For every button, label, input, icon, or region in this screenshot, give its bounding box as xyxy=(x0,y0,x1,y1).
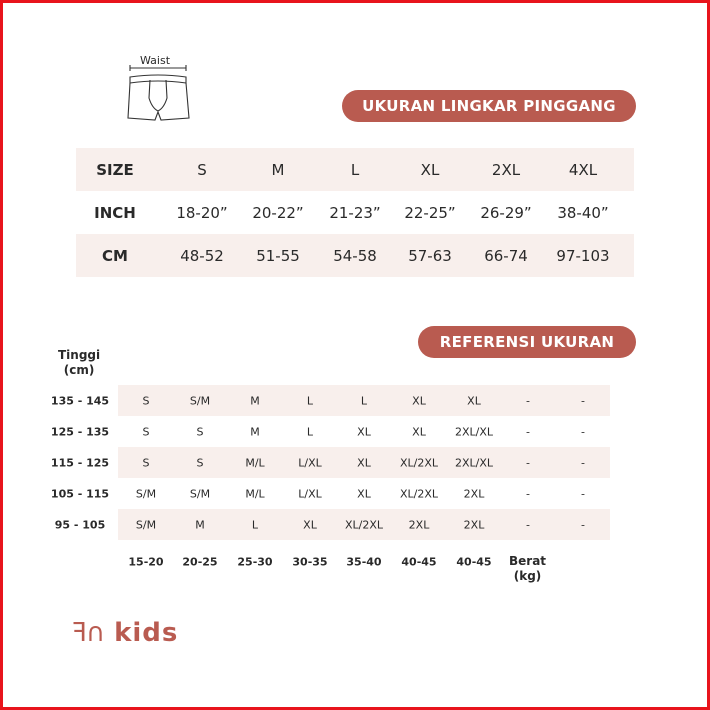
size-cell: XL xyxy=(303,518,317,532)
table-cell: 22-25” xyxy=(404,203,456,222)
size-cell: M xyxy=(195,518,205,532)
table-cell: 26-29” xyxy=(480,203,532,222)
weight-axis-label: Berat (kg) xyxy=(509,554,547,583)
size-cell: XL/2XL xyxy=(399,456,439,470)
size-cell: - xyxy=(526,518,530,532)
table-cell: 51-55 xyxy=(256,246,300,265)
size-cell: S xyxy=(142,394,150,408)
size-cell: 2XL xyxy=(463,487,485,501)
size-cell: M/L xyxy=(245,456,265,470)
waist-table-row xyxy=(76,148,634,191)
table-cell: XL xyxy=(420,160,440,179)
size-cell: M xyxy=(250,425,260,439)
row-label: SIZE xyxy=(96,160,134,179)
table-cell: 66-74 xyxy=(484,246,528,265)
table-cell: 18-20” xyxy=(176,203,228,222)
size-cell: L xyxy=(306,394,314,408)
size-cell: - xyxy=(526,394,530,408)
weight-label: 15-20 xyxy=(128,555,164,569)
size-cell: S/M xyxy=(135,518,157,532)
waist-table-row xyxy=(76,234,634,277)
size-cell: S xyxy=(142,425,150,439)
size-cell: - xyxy=(581,518,585,532)
size-cell: 2XL/XL xyxy=(454,425,494,439)
brand-logo xyxy=(72,618,178,648)
size-cell: L xyxy=(360,394,368,408)
size-cell: S/M xyxy=(189,394,211,408)
table-cell: L xyxy=(350,160,360,179)
size-cell: L/XL xyxy=(298,456,322,470)
size-cell: S xyxy=(196,456,204,470)
size-cell: S xyxy=(142,456,150,470)
size-cell: - xyxy=(526,425,530,439)
weight-label: 35-40 xyxy=(346,555,382,569)
size-cell: S xyxy=(196,425,204,439)
table-cell: 38-40” xyxy=(557,203,609,222)
table-cell: 20-22” xyxy=(252,203,304,222)
size-cell: L xyxy=(306,425,314,439)
height-label: 105 - 115 xyxy=(50,487,110,501)
boxer-shorts-icon xyxy=(120,50,200,125)
size-cell: XL xyxy=(357,487,371,501)
size-cell: 2XL xyxy=(408,518,430,532)
table-cell: S xyxy=(197,160,207,179)
reference-heading: REFERENSI UKURAN xyxy=(418,326,636,358)
table-cell: 97-103 xyxy=(556,246,610,265)
size-cell: M/L xyxy=(245,487,265,501)
waist-size-heading: UKURAN LINGKAR PINGGANG xyxy=(342,90,636,122)
size-cell: XL/2XL xyxy=(344,518,384,532)
size-cell: S/M xyxy=(135,487,157,501)
size-cell: L/XL xyxy=(298,487,322,501)
weight-label: 30-35 xyxy=(292,555,328,569)
logo-fn: ꟻ∩ xyxy=(72,618,104,648)
table-cell: 21-23” xyxy=(329,203,381,222)
table-cell: 57-63 xyxy=(408,246,452,265)
size-cell: XL xyxy=(467,394,481,408)
table-cell: M xyxy=(271,160,285,179)
size-cell: - xyxy=(581,456,585,470)
size-cell: XL xyxy=(412,394,426,408)
height-label: 135 - 145 xyxy=(50,394,110,408)
table-cell: 4XL xyxy=(568,160,598,179)
size-cell: - xyxy=(526,456,530,470)
waist-label: Waist xyxy=(140,54,171,67)
size-cell: 2XL xyxy=(463,518,485,532)
table-cell: 2XL xyxy=(491,160,521,179)
size-cell: S/M xyxy=(189,487,211,501)
size-cell: - xyxy=(581,394,585,408)
height-label: 95 - 105 xyxy=(54,518,106,532)
size-cell: XL xyxy=(412,425,426,439)
row-label: INCH xyxy=(94,203,136,222)
weight-label: 20-25 xyxy=(182,555,218,569)
size-cell: XL xyxy=(357,425,371,439)
height-label: 115 - 125 xyxy=(50,456,110,470)
size-cell: - xyxy=(581,487,585,501)
weight-label: 40-45 xyxy=(401,555,437,569)
table-cell: 48-52 xyxy=(180,246,224,265)
logo-kids: kids xyxy=(114,618,179,648)
row-label: CM xyxy=(102,246,128,265)
size-cell: 2XL/XL xyxy=(454,456,494,470)
size-cell: XL/2XL xyxy=(399,487,439,501)
size-cell: - xyxy=(526,487,530,501)
size-cell: M xyxy=(250,394,260,408)
weight-label: 40-45 xyxy=(456,555,492,569)
height-axis-label: Tinggi (cm) xyxy=(58,348,101,377)
size-cell: XL xyxy=(357,456,371,470)
waist-table-row xyxy=(76,191,634,234)
size-cell: - xyxy=(581,425,585,439)
waist-diagram xyxy=(120,50,200,125)
height-label: 125 - 135 xyxy=(50,425,110,439)
size-cell: L xyxy=(251,518,259,532)
table-cell: 54-58 xyxy=(333,246,377,265)
weight-label: 25-30 xyxy=(237,555,273,569)
